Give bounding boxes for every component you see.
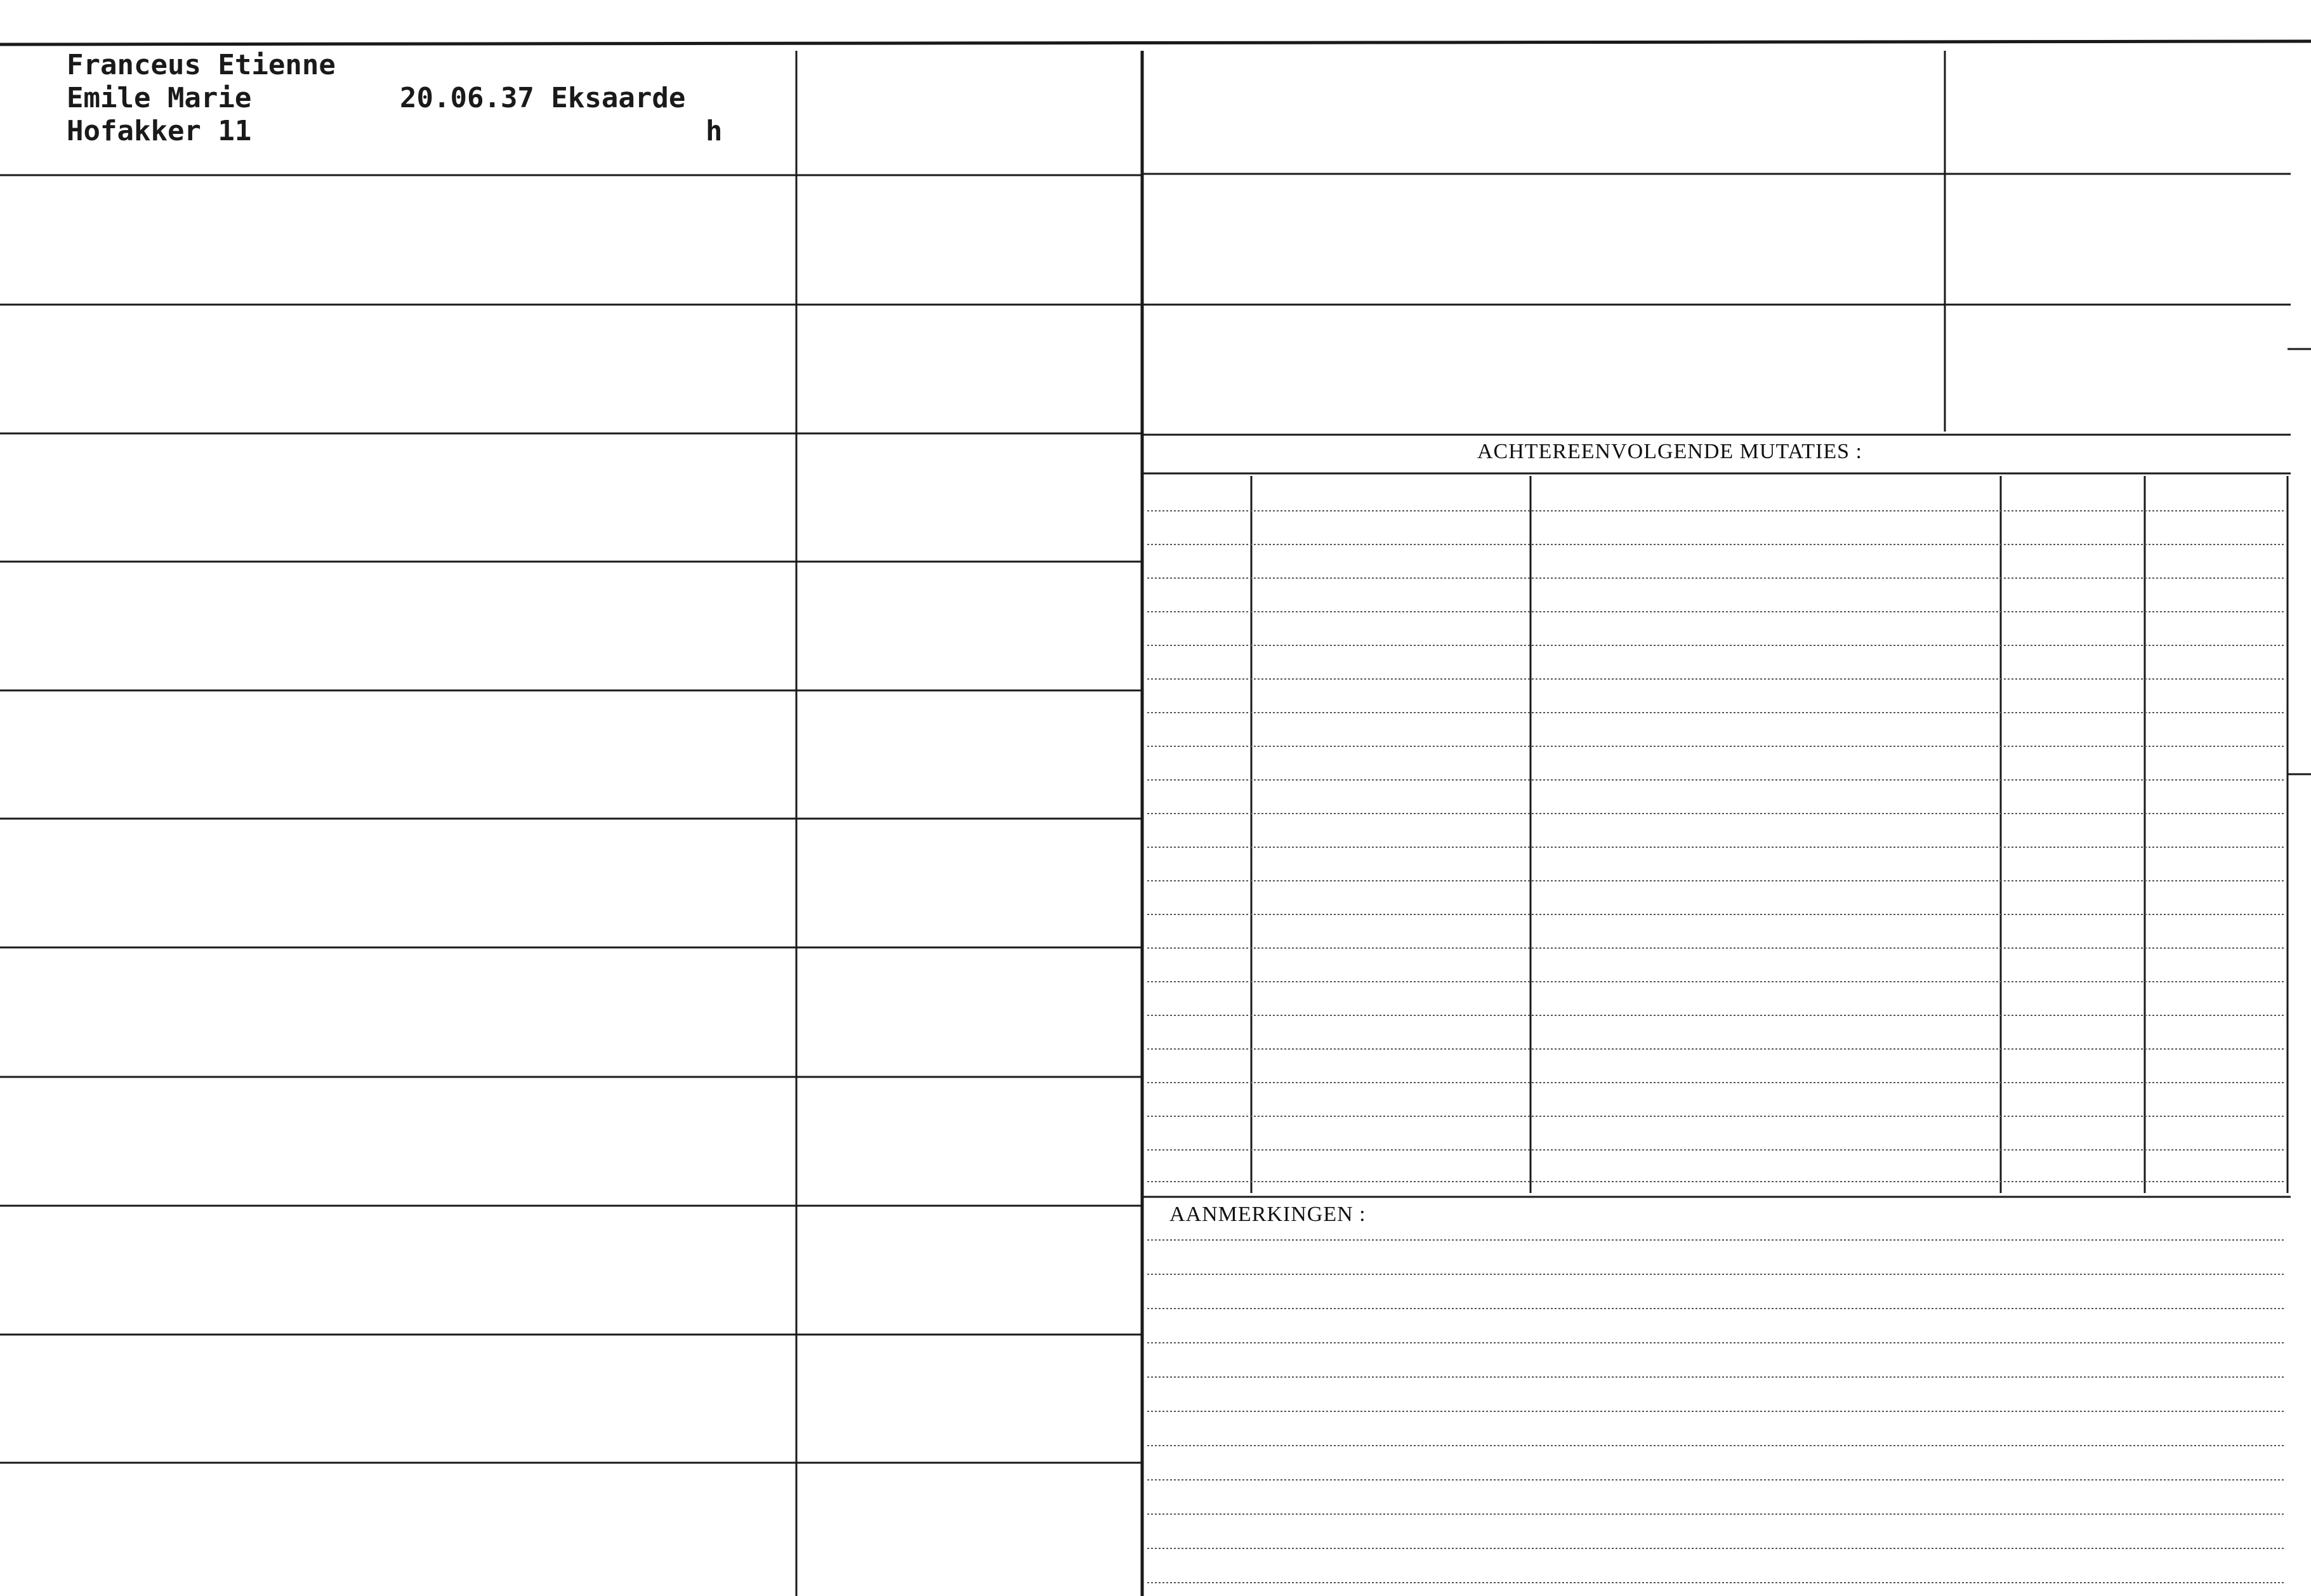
remarks-title: AANMERKINGEN :: [1169, 1203, 1366, 1226]
left-row-lines: [0, 175, 1142, 1463]
mutations-table-rows: [1147, 511, 2284, 1182]
top-border-line: [0, 41, 2311, 44]
address: Hofakker 11: [67, 115, 252, 147]
remarks-rows: [1147, 1240, 2284, 1583]
right-upper-lines: [1142, 174, 2311, 774]
name-line-2: Emile Marie: [67, 82, 252, 114]
mutations-table-columns: [1251, 476, 2288, 1193]
marker-letter: h: [706, 115, 723, 147]
birth-date-place: 20.06.37 Eksaarde: [400, 82, 686, 114]
name-line-1: Franceus Etienne: [67, 49, 336, 81]
mutations-title: ACHTEREENVOLGENDE MUTATIES :: [1477, 440, 1862, 463]
